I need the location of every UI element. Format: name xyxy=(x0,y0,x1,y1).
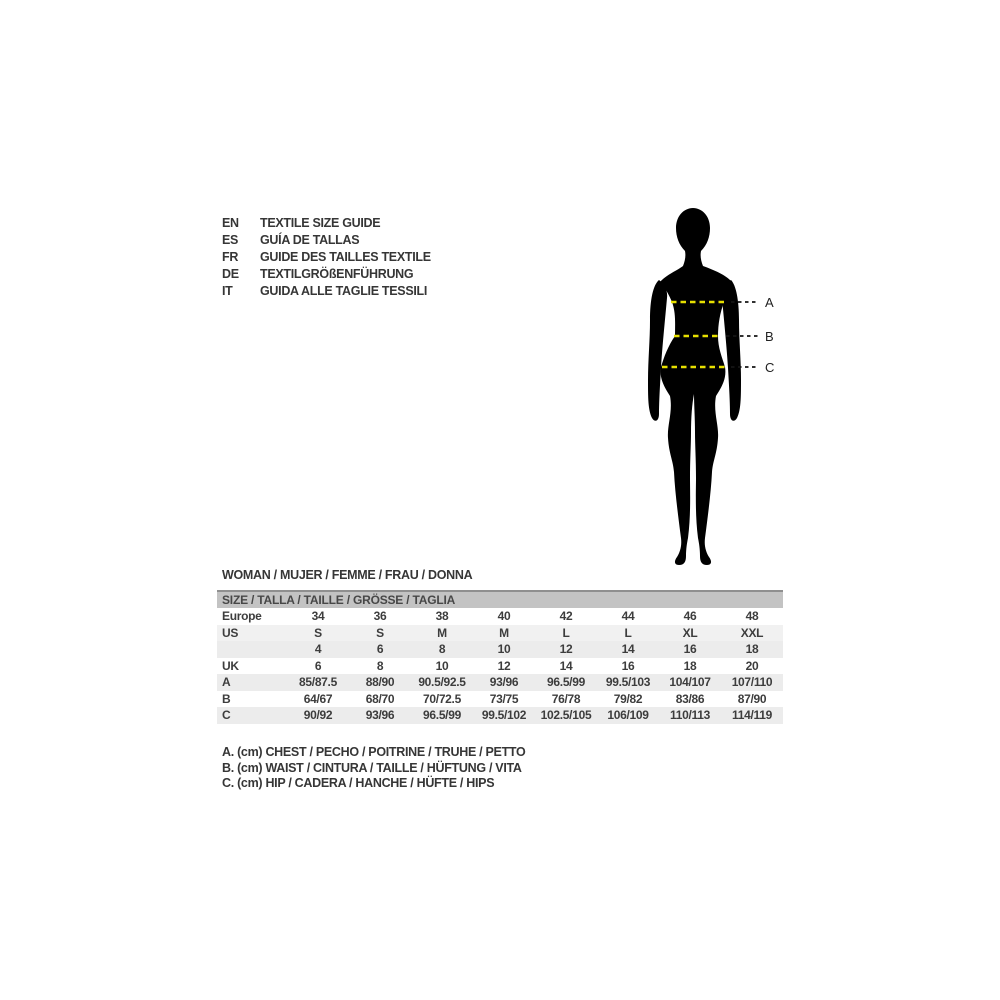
row-label: UK xyxy=(222,658,239,673)
row-label: Europe xyxy=(222,609,262,623)
cell: 93/96 xyxy=(365,708,395,722)
cell: 16 xyxy=(683,642,697,656)
cell: 64/67 xyxy=(303,691,333,706)
row-label: A xyxy=(222,675,231,689)
cell: 96.5/99 xyxy=(423,708,461,722)
cell: 46 xyxy=(683,609,697,623)
cell: 114/119 xyxy=(732,708,772,722)
row-label xyxy=(217,641,287,658)
table-row-chest xyxy=(217,674,783,691)
lang-code: ES xyxy=(222,233,239,247)
lang-title: TEXTILE SIZE GUIDE xyxy=(260,216,381,230)
table-row-waist xyxy=(217,691,783,708)
lang-title: TEXTILGRÖßENFÜHRUNG xyxy=(260,267,414,281)
cell: 16 xyxy=(621,658,635,673)
cell: 10 xyxy=(435,658,449,673)
cell: 87/90 xyxy=(737,691,767,706)
lang-code: FR xyxy=(222,250,239,264)
cell: 90/92 xyxy=(303,708,333,722)
cell: 8 xyxy=(438,642,446,656)
woman-silhouette-left-arm xyxy=(648,280,667,421)
cell: M xyxy=(499,625,509,640)
cell: XL xyxy=(682,625,698,640)
cell: 18 xyxy=(745,642,759,656)
table-row-uk xyxy=(217,658,783,675)
table-row-hip xyxy=(217,707,783,724)
cell: 8 xyxy=(376,658,384,673)
cell: XXL xyxy=(740,625,764,640)
cell: M xyxy=(437,625,447,640)
lang-code: EN xyxy=(222,216,239,230)
cell: 79/82 xyxy=(613,691,643,706)
lang-row-fr xyxy=(222,249,431,266)
lang-row-it xyxy=(222,283,431,300)
cell: 42 xyxy=(559,609,573,623)
cell: 90.5/92.5 xyxy=(418,675,466,689)
table-row-europe xyxy=(217,608,783,625)
cell: 110/113 xyxy=(670,708,710,722)
cell: 38 xyxy=(435,609,449,623)
cell: 18 xyxy=(683,658,697,673)
table-header-row xyxy=(217,591,783,608)
cell: 102.5/105 xyxy=(540,708,592,722)
legend-line-hip: C. (cm) HIP / CADERA / HANCHE / HÜFTE / HIPS xyxy=(222,776,495,790)
cell: 4 xyxy=(314,642,322,656)
cell: 10 xyxy=(497,642,511,656)
cell: 70/72.5 xyxy=(423,691,461,706)
cell: 83/86 xyxy=(675,691,705,706)
lang-row-de xyxy=(222,266,431,283)
legend-line-waist: B. (cm) WAIST / CINTURA / TAILLE / HÜFTUNG / VITA xyxy=(222,760,522,775)
table-header: SIZE / TALLA / TAILLE / GRÖSSE / TAGLIA xyxy=(217,591,783,608)
cell: 106/109 xyxy=(607,708,649,722)
cell: L xyxy=(562,625,570,640)
cell: 12 xyxy=(497,658,511,673)
cell: S xyxy=(314,625,322,640)
language-list xyxy=(222,215,431,300)
lang-code: DE xyxy=(222,267,239,281)
legend-line-chest: A. (cm) CHEST / PECHO / POITRINE / TRUHE / PETTO xyxy=(222,745,526,759)
lang-row-es xyxy=(222,232,431,249)
row-label: C xyxy=(222,708,231,722)
cell: 48 xyxy=(745,609,759,623)
cell: 85/87.5 xyxy=(299,675,337,689)
cell: 76/78 xyxy=(551,691,581,706)
cell: 40 xyxy=(497,609,511,623)
cell: 99.5/103 xyxy=(605,675,651,689)
cell: 6 xyxy=(314,658,322,673)
cell: 14 xyxy=(621,642,635,656)
measure-label-chest: A xyxy=(765,295,774,310)
lang-title: GUIDE DES TAILLES TEXTILE xyxy=(260,250,431,264)
cell: 44 xyxy=(621,609,635,623)
cell: 20 xyxy=(745,658,759,673)
woman-silhouette-figure xyxy=(600,190,800,575)
cell: 12 xyxy=(559,642,573,656)
gender-title: WOMAN / MUJER / FEMME / FRAU / DONNA xyxy=(222,568,473,582)
cell: 104/107 xyxy=(669,675,711,689)
cell: 96.5/99 xyxy=(547,675,585,689)
size-table xyxy=(217,590,783,724)
lang-title: GUIDA ALLE TAGLIE TESSILI xyxy=(260,284,428,298)
cell: L xyxy=(624,625,632,640)
cell: 99.5/102 xyxy=(481,708,527,722)
row-label: US xyxy=(222,625,239,640)
cell: 88/90 xyxy=(365,675,395,689)
cell: 68/70 xyxy=(365,691,395,706)
cell: 73/75 xyxy=(489,691,519,706)
lang-title: GUÍA DE TALLAS xyxy=(260,233,360,247)
lang-row-en xyxy=(222,215,431,232)
table-row-us-numeric xyxy=(217,641,783,658)
lang-code: IT xyxy=(222,284,233,298)
cell: 36 xyxy=(373,609,387,623)
size-table-container xyxy=(217,590,783,724)
measure-label-hip: C xyxy=(765,360,775,375)
cell: 107/110 xyxy=(731,675,773,689)
cell: S xyxy=(376,625,384,640)
measure-label-waist: B xyxy=(765,329,774,344)
cell: 34 xyxy=(311,609,325,623)
row-label: B xyxy=(222,691,231,706)
measurement-legend xyxy=(222,745,525,792)
cell: 93/96 xyxy=(489,675,519,689)
cell: 14 xyxy=(559,658,573,673)
woman-silhouette-body xyxy=(660,208,732,565)
table-row-us xyxy=(217,625,783,642)
cell: 6 xyxy=(376,642,384,656)
